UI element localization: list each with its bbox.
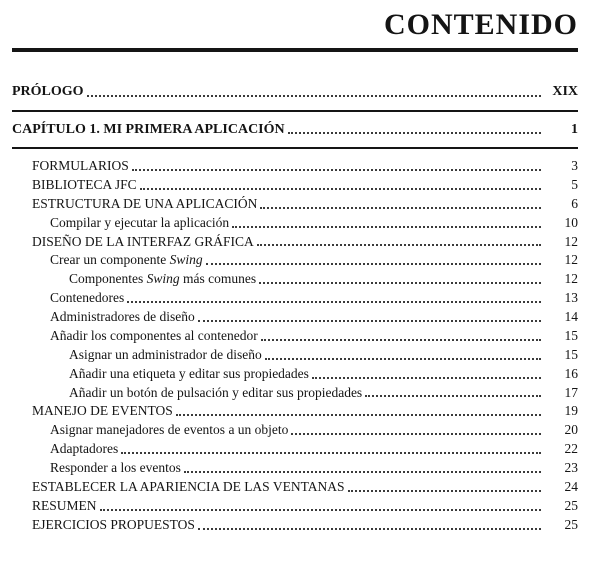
toc-entry-page: 25 [564, 516, 578, 532]
toc-entry-page: 23 [564, 460, 578, 475]
toc-entry-page: 22 [564, 441, 578, 457]
toc-entry-label: MANEJO DE EVENTOS [32, 403, 173, 419]
dotted-leader [198, 528, 541, 530]
dotted-leader [127, 301, 541, 303]
toc-entry-label: EJERCICIOS PROPUESTOS [32, 516, 195, 532]
toc-entry [12, 459, 578, 478]
toc-page [12, 8, 578, 535]
toc-entry-page: 20 [564, 422, 578, 438]
toc-entry-label: Añadir un botón de pulsación y editar sus propiedades [69, 384, 363, 400]
toc-entry [12, 176, 578, 195]
toc-entry [12, 440, 578, 459]
toc-entry [12, 384, 578, 403]
toc-entry [12, 327, 578, 346]
page-title: CONTENIDO [383, 8, 578, 41]
toc-entry-page: 12 [564, 271, 578, 287]
dotted-leader [132, 169, 541, 171]
toc-entry-label: BIBLIOTECA JFC [32, 176, 137, 192]
toc-entry-page: 5 [571, 176, 578, 192]
toc-entry-page: 12 [564, 252, 578, 268]
toc-entry [12, 478, 578, 497]
toc-entry-page: 15 [564, 346, 578, 362]
toc-entry-page: XIX [552, 84, 578, 99]
toc-entry-label: Añadir los componentes al contenedor [50, 327, 258, 343]
toc-entry-label: ESTRUCTURA DE UNA APLICACIÓN [32, 195, 258, 211]
toc-entry-page: 13 [564, 290, 578, 306]
toc-entry [12, 270, 578, 289]
toc-entry-label: Asignar manejadores de eventos a un objeto [50, 422, 289, 438]
toc-entry [12, 289, 578, 308]
dotted-leader [261, 339, 541, 341]
dotted-leader [184, 471, 541, 473]
toc-entry [12, 497, 578, 516]
toc-entry [12, 233, 578, 252]
dotted-leader [121, 452, 541, 454]
dotted-leader [265, 358, 541, 360]
toc-entry-label: Responder a los eventos [50, 460, 181, 475]
toc-entry-label: Componentes Swing más comunes [69, 271, 257, 287]
section-divider [12, 147, 578, 149]
toc-entry-label: Compilar y ejecutar la aplicación [50, 214, 230, 230]
toc-entry-label: Administradores de diseño [50, 309, 195, 324]
toc-entry-label: DISEÑO DE LA INTERFAZ GRÁFICA [32, 233, 254, 249]
toc-entry [12, 516, 578, 535]
dotted-leader [206, 263, 541, 265]
dotted-leader [257, 244, 541, 246]
toc-entry-page: 14 [564, 309, 578, 324]
toc-entry [12, 82, 578, 102]
toc-entry-page: 16 [564, 365, 578, 381]
dotted-leader [312, 377, 541, 379]
dotted-leader [232, 226, 541, 228]
toc-entry [12, 402, 578, 421]
toc-entry-label: RESUMEN [32, 497, 97, 513]
toc-entry-page: 17 [564, 384, 578, 400]
toc-entry-label: CAPÍTULO 1. MI PRIMERA APLICACIÓN [12, 121, 285, 137]
toc-entry [12, 120, 578, 140]
toc-entry-label: PRÓLOGO [12, 84, 84, 99]
toc-entry [12, 214, 578, 233]
title-rule [12, 48, 578, 52]
dotted-leader [100, 509, 541, 511]
dotted-leader [140, 188, 541, 190]
toc-entry [12, 365, 578, 384]
toc-entry-label: Adaptadores [50, 441, 119, 457]
toc-list [12, 82, 578, 535]
toc-entry-label: Añadir una etiqueta y editar sus propiedades [69, 365, 309, 381]
dotted-leader [87, 95, 541, 97]
toc-entry-label: ESTABLECER LA APARIENCIA DE LAS VENTANAS [32, 478, 345, 494]
section-divider [12, 110, 578, 112]
toc-entry-page: 3 [571, 158, 578, 173]
toc-entry [12, 157, 578, 176]
dotted-leader [198, 320, 541, 322]
toc-entry-label: Contenedores [50, 290, 125, 306]
toc-entry-label: Asignar un administrador de diseño [69, 346, 262, 362]
toc-entry [12, 308, 578, 327]
toc-entry [12, 421, 578, 440]
dotted-leader [259, 282, 541, 284]
dotted-leader [348, 490, 542, 492]
toc-entry-page: 12 [564, 233, 578, 249]
toc-entry-label: FORMULARIOS [32, 158, 129, 173]
toc-entry-page: 6 [571, 195, 578, 211]
toc-entry-page: 25 [564, 497, 578, 513]
toc-entry [12, 251, 578, 270]
toc-entry-label: Crear un componente Swing [50, 252, 203, 268]
dotted-leader [176, 414, 541, 416]
toc-entry-page: 15 [564, 327, 578, 343]
toc-entry [12, 346, 578, 365]
dotted-leader [288, 132, 541, 134]
toc-entry-page: 24 [564, 478, 578, 494]
toc-entry [12, 195, 578, 214]
dotted-leader [260, 207, 541, 209]
toc-entry-page: 19 [564, 403, 578, 419]
toc-entry-page: 10 [564, 214, 578, 230]
dotted-leader [365, 395, 541, 397]
dotted-leader [291, 433, 541, 435]
toc-entry-page: 1 [571, 121, 578, 137]
